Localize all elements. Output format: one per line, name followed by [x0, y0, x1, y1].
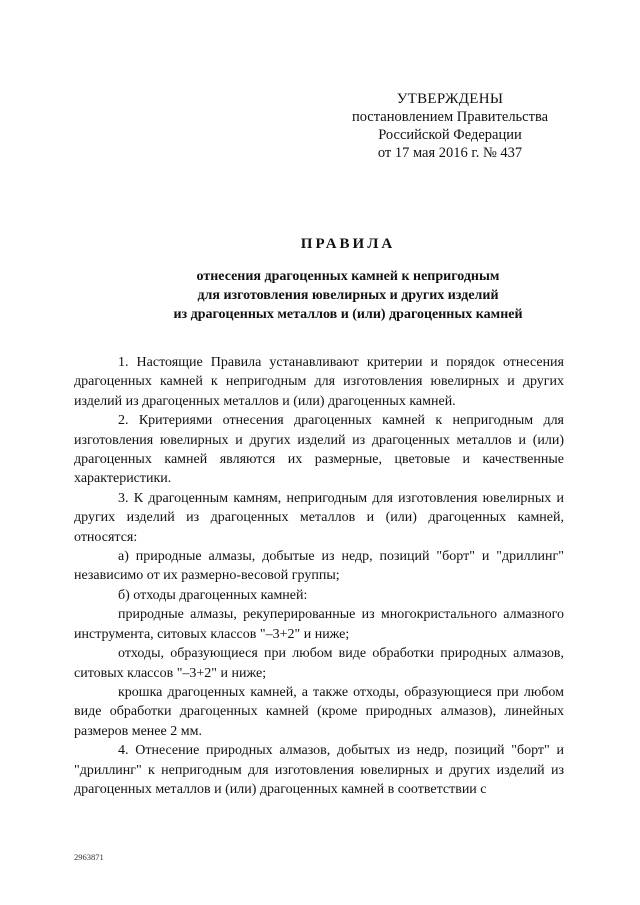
approval-line-2: Российской Федерации: [378, 127, 522, 143]
document-title: ПРАВИЛА: [300, 236, 396, 252]
subtitle-line-1: отнесения драгоценных камней к непригодным: [196, 269, 500, 284]
approval-line-1: постановлением Правительства: [351, 109, 549, 125]
document-code: 2963871: [74, 852, 104, 862]
paragraph-3b-item-2: отходы, образующиеся при любом виде обработки природных алмазов, ситовых классов "–3+2" и ниже;: [74, 646, 564, 681]
paragraph-2: 2. Критериями отнесения драгоценных камней к непригодным для изготовления ювелирных и других изделий из драгоценных металлов и (или) драгоценных камней являются их размерные, цветовые и качественные характеристики.: [74, 413, 564, 487]
subtitle-line-3: из драгоценных металлов и (или) драгоценных камней: [173, 307, 523, 322]
paragraph-3b-item-1: природные алмазы, рекуперированные из многокристального алмазного инструмента, ситовых классов "–3+2" и ниже;: [74, 607, 564, 642]
subtitle-line-2: для изготовления ювелирных и других изделий: [197, 288, 499, 303]
paragraph-3: 3. К драгоценным камням, непригодным для изготовления ювелирных и других изделий из драгоценных металлов и (или) драгоценных камней, относятся:: [74, 490, 564, 545]
approval-line-3: от 17 мая 2016 г. № 437: [377, 145, 523, 161]
document-heading: [0, 236, 640, 324]
paragraph-3a: а) природные алмазы, добытые из недр, позиций "борт" и "дриллинг" независимо от их размерно-весовой группы;: [74, 549, 564, 584]
paragraph-1: 1. Настоящие Правила устанавливают критерии и порядок отнесения драгоценных камней к непригодным для изготовления ювелирных и других изделий из драгоценных металлов и (или) драгоценных камней.: [74, 355, 564, 409]
document-body: [74, 353, 564, 799]
document-subtitle: [56, 267, 640, 324]
paragraph-3b: б) отходы драгоценных камней:: [118, 587, 308, 603]
approval-title: УТВЕРЖДЕНЫ: [396, 91, 504, 107]
paragraph-3b-item-3: крошка драгоценных камней, а также отходы, образующиеся при любом виде обработки драгоценных камней (кроме природных алмазов), линейных размеров менее 2 мм.: [74, 684, 564, 739]
approval-block: [330, 90, 570, 162]
paragraph-4: 4. Отнесение природных алмазов, добытых из недр, позиций "борт" и "дриллинг" к непригодным для изготовления ювелирных и других изделий из драгоценных металлов и (или) драгоценных камней в соответствии с: [74, 743, 564, 797]
